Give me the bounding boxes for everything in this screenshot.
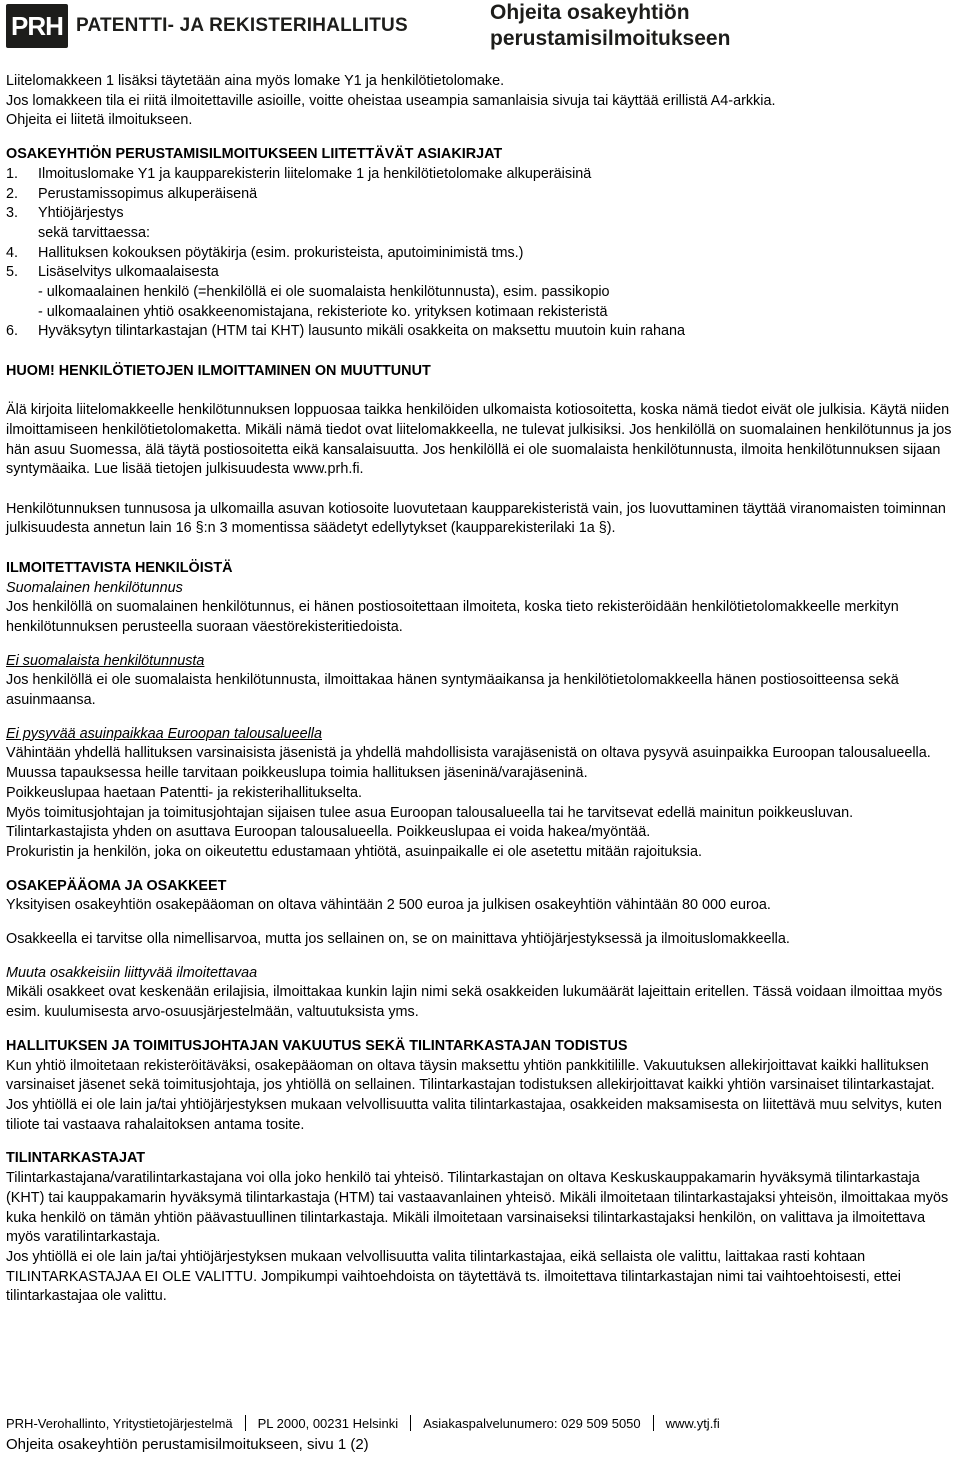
prh-logo	[6, 4, 408, 48]
auditors-paragraph-1: Tilintarkastajana/varatilintarkastajana voi olla joko henkilö tai yhteisö. Tilintarkastajan on oltava Keskuskauppakamarin hyväksymä tilintarkastaja (KHT) tai kauppakamarin hyväksymä tilintarkastaja (HTM) tai vastaavanlainen yhteisö. Mikäli ilmoitetaan tilintarkastajaksi yhteisön, ilmoittakaa myös kuka henkilö on tämän yhtiön päävastuullinen tilintarkastaja. Mikäli ilmoitetaan varsinaiseksi tilintarkastajaksi henkilön, on valittava ja ilmoitettava myös varatilintarkastaja.	[6, 1170, 949, 1246]
list-item: 3. Yhtiöjärjestys	[6, 205, 124, 222]
notice-paragraph-1: Älä kirjoita liitelomakkeelle henkilötunnuksen loppuosaa taikka henkilöiden ulkomaista kotiosoitetta, koska nämä tiedot eivät ole julkisia. Käytä niiden ilmoittamiseen henkilötietolomaketta. Mikäli nämä tiedot ovat liitelomakkeella, ne tulevat julkisiksi. Jos henkilöllä on suomalainen henkilötunnus ja jos hän asuu Suomessa, älä täytä postiosoitetta eikä kansalaisuutta. Jos henkilöllä ei ole suomalaista henkilötunnusta, ilmoita henkilötunnuksen sijaan syntymäaika. Lue lisää tietojen julkisuudesta www.prh.fi.	[6, 402, 952, 478]
list-item: 1. Ilmoituslomake Y1 ja kaupparekisterin liitelomake 1 ja henkilötietolomake alkuperäisinä	[6, 165, 592, 182]
list-subitem: - ulkomaalainen henkilö (=henkilöllä ei ole suomalaista henkilötunnusta), esim. passikopio	[38, 284, 610, 301]
footer-divider	[245, 1415, 246, 1431]
list-subitem: - ulkomaalainen yhtiö osakkeenomistajana, rekisteriote ko. yrityksen kotimaan rekisteristä	[38, 303, 608, 320]
persons-paragraph-3d: Tilintarkastajista yhden on asuttava Euroopan talousalueella. Poikkeuslupaa ei voida hakea/myöntää.	[6, 824, 651, 841]
list-subhead: sekä tarvittaessa:	[38, 224, 150, 241]
persons-paragraph-1: Jos henkilöllä on suomalainen henkilötunnus, ei hänen postiosoitettaan ilmoiteta, koska tieto rekisteröidään henkilötietolomakkeelle merkityn henkilötunnuksen perusteella suoraan väestörekisteritiedoista.	[6, 599, 899, 635]
list-item: 6. Hyväksytyn tilintarkastajan (HTM tai KHT) lausunto mikäli osakkeita on maksettu muutoin kuin rahana	[6, 323, 686, 340]
persons-paragraph-3c: Myös toimitusjohtajan ja toimitusjohtajan sijaisen tulee asua Euroopan talousalueella tai he tarvitsevat edellä mainitun poikkeusluvan.	[6, 804, 854, 821]
persons-subheading-2: Ei suomalaista henkilötunnusta	[6, 652, 205, 669]
intro-line-1: Liitelomakkeen 1 lisäksi täytetään aina myös lomake Y1 ja henkilötietolomake.	[6, 73, 505, 89]
document-title	[490, 0, 730, 52]
persons-subheading-3: Ei pysyvää asuinpaikkaa Euroopan talousalueella	[6, 725, 323, 742]
page-header	[0, 0, 960, 62]
list-item: 2. Perustamissopimus alkuperäisenä	[6, 185, 258, 202]
persons-paragraph-2: Jos henkilöllä ei ole suomalaista henkilötunnusta, ilmoittakaa hänen syntymäaikansa ja henkilötietolomakkeella hänen postiosoitteensa sekä asuinmaansa.	[6, 672, 899, 709]
footer-divider	[653, 1415, 654, 1431]
assurance-paragraph: Kun yhtiö ilmoitetaan rekisteröitäväksi, osakepääoman on oltava täysin maksettu yhtiön pankkitilille. Vakuutuksen allekirjoittavat kaikki hallituksen varsinaiset jäsenet sekä toimitusjohtaja, jos yhtiöllä on sellainen. Tilintarkastajan todistuksen allekirjoittavat kaikki yhtiön varsinaiset tilintarkastajat. Jos yhtiöllä ei ole lain ja/tai yhtiöjärjestyksen mukaan velvollisuutta valita tilintarkastajaa, osakkeiden maksamisesta on liitettävä muu selvitys, kuten tiliote tai vastaava rahalaitoksen antama tosite.	[6, 1057, 942, 1133]
attachments-heading: OSAKEYHTIÖN PERUSTAMISILMOITUKSEEN LIITETTÄVÄT ASIAKIRJAT	[6, 146, 503, 163]
document-title-line1: Ohjeita osakeyhtiön	[490, 1, 690, 24]
capital-paragraph-3: Mikäli osakkeet ovat keskenään erilajisia, ilmoittakaa kunkin lajin nimi sekä osakkeiden lukumäärät lajeittain eritellen. Tässä voidaan ilmoittaa myös esim. kuulumisesta arvo-osuusjärjestelmään, valtuutuksista yms.	[6, 984, 943, 1021]
capital-paragraph-1: Yksityisen osakeyhtiön osakepääoman on oltava vähintään 2 500 euroa ja julkisen osakeyhtiön vähintään 80 000 euroa.	[6, 897, 771, 914]
capital-paragraph-2: Osakkeella ei tarvitse olla nimellisarvoa, mutta jos sellainen on, se on mainittava yhtiöjärjestyksessä ja ilmoituslomakkeella.	[6, 931, 790, 948]
intro-line-2: Jos lomakkeen tila ei riitä ilmoitettaville asioille, voitte oheistaa useampia samanlaisia sivuja tai käyttää erillistä A4-arkkia.	[6, 92, 776, 109]
persons-subheading-1: Suomalainen henkilötunnus	[6, 579, 183, 596]
intro-line-3: Ohjeita ei liitetä ilmoitukseen.	[6, 112, 193, 129]
auditors-heading: TILINTARKASTAJAT	[6, 1150, 146, 1167]
persons-heading: ILMOITETTAVISTA HENKILÖISTÄ	[6, 559, 233, 576]
document-title-line2: perustamisilmoitukseen	[490, 27, 731, 50]
prh-logo-text: PATENTTI- JA REKISTERIHALLITUS	[76, 15, 408, 36]
notice-paragraph-2: Henkilötunnuksen tunnusosa ja ulkomailla asuvan kotiosoite luovutetaan kaupparekisteristä vain, jos luovuttaminen täyttää viranomaisten toiminnan julkisuudesta annetun lain 16 §:n 3 momentissa säädetyt edellytykset (kaupparekisterilaki 1a §).	[6, 500, 946, 537]
page-number: Ohjeita osakeyhtiön perustamisilmoitukseen, sivu 1 (2)	[6, 1436, 369, 1453]
capital-heading: OSAKEPÄÄOMA JA OSAKKEET	[6, 877, 227, 894]
footer-address: PL 2000, 00231 Helsinki	[257, 1415, 399, 1431]
document-body	[6, 72, 956, 1307]
footer-divider	[410, 1415, 411, 1431]
footer-web-link[interactable]: www.ytj.fi	[665, 1415, 720, 1431]
notice-heading: HUOM! HENKILÖTIETOJEN ILMOITTAMINEN ON MUUTTUNUT	[6, 362, 431, 379]
footer-org: PRH-Verohallinto, Yritystietojärjestelmä	[6, 1415, 233, 1431]
persons-paragraph-3e: Prokuristin ja henkilön, joka on oikeutettu edustamaan yhtiötä, asuinpaikalle ei ole asetettu mitään rajoituksia.	[6, 843, 702, 860]
page-footer	[6, 1415, 956, 1431]
persons-paragraph-3b: Poikkeuslupaa haetaan Patentti- ja rekisterihallitukselta.	[6, 784, 362, 801]
list-item: 4. Hallituksen kokouksen pöytäkirja (esim. prokuristeista, aputoiminimistä tms.)	[6, 244, 524, 261]
persons-paragraph-3a: Vähintään yhdellä hallituksen varsinaisista jäsenistä ja yhdellä mahdollisista varajäsenistä on oltava pysyvä asuinpaikka Euroopan talousalueella. Muussa tapauksessa heille tarvitaan poikkeuslupa toimia hallituksen jäseninä/varajäseninä.	[6, 745, 931, 782]
prh-logo-mark: PRH	[6, 4, 68, 48]
attachments-list	[6, 165, 956, 342]
list-item: 5. Lisäselvitys ulkomaalaisesta	[6, 264, 219, 281]
capital-subheading: Muuta osakkeisiin liittyvää ilmoitettavaa	[6, 964, 258, 981]
footer-phone: Asiakaspalvelunumero: 029 509 5050	[423, 1415, 641, 1431]
assurance-heading: HALLITUKSEN JA TOIMITUSJOHTAJAN VAKUUTUS SEKÄ TILINTARKASTAJAN TODISTUS	[6, 1037, 628, 1054]
auditors-paragraph-2: Jos yhtiöllä ei ole lain ja/tai yhtiöjärjestyksen mukaan velvollisuutta valita tilintarkastajaa, eikä sellaista ole valittu, laittakaa rasti kohtaan TILINTARKASTAJAA EI OLE VALITTU. Jompikumpi vaihtoehdoista on täytettävä ts. ilmoitettava tilintarkastajan nimi tai vaihtoehtoisesti, ettei tilintarkastajaa ole valittu.	[6, 1248, 901, 1305]
